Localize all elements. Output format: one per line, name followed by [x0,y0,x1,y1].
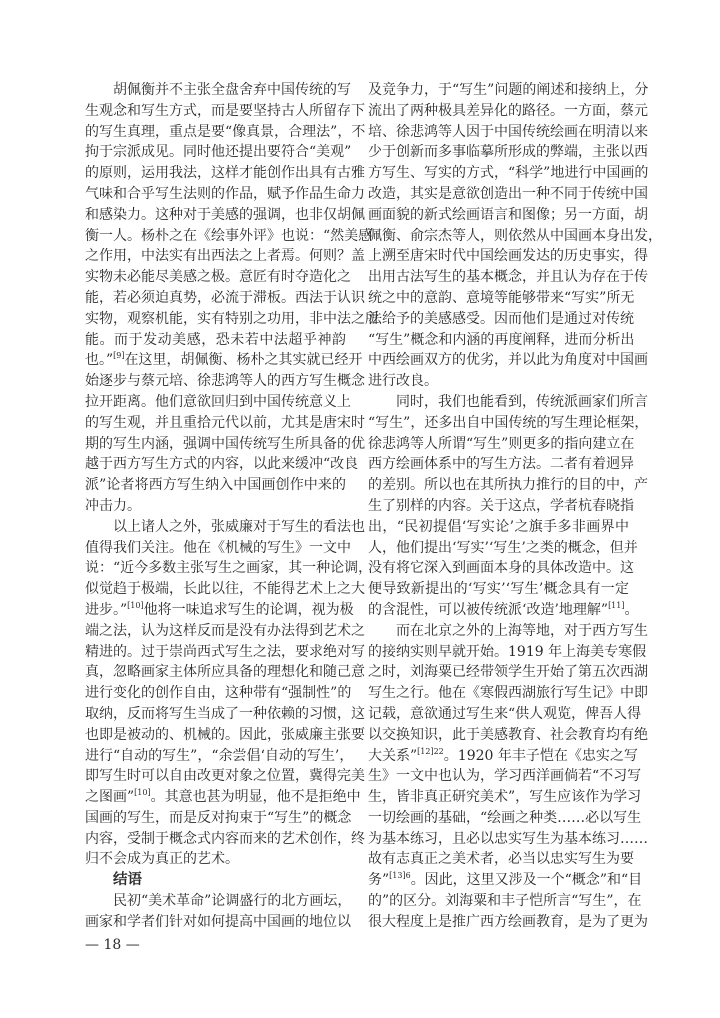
text-line: 进行“自动的写生”，“余尝倡‘自动的写生’， [85,747,354,764]
text-line: 之图画”[10]。其意也甚为明显，他不是拒绝中 [85,788,361,806]
text-line: 国画的写生，而是反对拘束于“写生”的概念 [85,809,352,826]
text-line: 也。”[9]在这里，胡佩衡、杨朴之其实就已经开 [85,351,363,369]
text-line: 端之法，认为这样反而是没有办法得到艺术之 [85,622,365,639]
citation-ref: [11] [608,600,625,610]
text-line: 冲击力。 [85,497,141,514]
text-line: 而在北京之外的上海等地，对于西方写生 [396,622,648,639]
page-number: — 18 — [85,937,140,953]
text-line: 改造，其实是意欲创造出一种不同于传统中国 [368,185,648,202]
text-line: 气味和合乎写生法则的作品，赋予作品生命力 [85,185,365,202]
citation-ref: [12]22 [417,746,444,756]
text-line: 法给予的美感感受。因而他们是通过对传统 [368,310,634,327]
text-line: 精进的。过于崇尚西式写生之法，要求绝对写 [85,643,365,660]
section-heading: 结语 [113,872,142,889]
text-line: 派”论者将西方写生纳入中国画创作中来的 [85,477,346,494]
text-line: 胡佩衡并不主张全盘舍弃中国传统的写 [113,82,351,98]
left-column [85,80,379,933]
text-line: 进行改良。 [368,373,438,390]
text-line: “写生”概念和内涵的再度阐释，进而分析出 [368,331,635,348]
citation-ref: [10] [127,600,144,610]
text-line: 即写生时可以自由改更对象之位置，冀得完美 [85,768,365,785]
citation-ref: [13]6 [389,871,411,881]
text-line: 西方绘画体系中的写生方法。二者有着迥异 [368,456,634,473]
text-line: 培、徐悲鸿等人因于中国传统绘画在明清以来 [368,123,648,140]
text-line: 的写生观，并且重拾元代以前，尤其是唐宋时 [85,414,365,431]
text-line: 和感染力。这种对于美感的强调，也非仅胡佩 [85,206,365,223]
text-line: 出用古法写生的基本概念，并且认为存在于传 [368,269,648,286]
text-line: 越于西方写生方式的内容，以此来缓冲“改良 [85,456,359,473]
text-line: 人，他们提出‘写实’‘写生’之类的概念，但并 [368,539,638,556]
text-line: 取纳，反而将写生当成了一种依赖的习惯，这 [85,705,365,722]
text-line: 似觉趋于极端，长此以往，不能得艺术上之大 [85,581,365,598]
text-line: 中西绘画双方的优劣，并以此为角度对中国画 [368,352,648,369]
text-line: 统之中的意韵、意境等能够带来“写实”所无 [368,289,635,306]
text-line: 实物未必能尽美感之极。意匠有时夺造化之 [85,269,351,286]
text-line: 故有志真正之美术者，必当以忠实写生为要 [368,851,634,868]
text-line: 没有将它深入到画面本身的具体改造中。这 [368,560,634,577]
text-line: 拘于宗派成见。同时他还提出要符合“美观” [85,144,352,161]
text-line: 写生之行。他在《寒假西湖旅行写生记》中即 [368,685,648,702]
text-line: 进行变化的创作自由，这种带有“强制性”的 [85,685,352,702]
text-line: 出，“民初提倡‘写实论’之旗手多非画界中 [368,518,629,535]
text-line: 也即是被动的、机械的。因此，张威廉主张要 [85,726,365,743]
text-line: 方写生、写实的方式，“科学”地进行中国画的 [368,165,649,182]
text-line: 画家和学者们针对如何提高中国画的地位以 [85,913,351,930]
text-line: 之作用，中法实有出西法之上者焉。何则？盖 [85,248,365,265]
text-line: 值得我们关注。他在《机械的写生》一文中 [85,539,351,556]
text-line: 记载，意欲通过写生来“供人观览，俾吾人得 [368,705,642,722]
right-column [368,80,662,933]
text-line: 以交换知识，此于美感教育、社会教育均有绝 [368,726,648,743]
text-line: 少于创新而多事临摹所形成的弊端，主张以西 [368,144,648,161]
text-line: 为基本练习，且必以忠实写生为基本练习…… [368,830,648,847]
text-line: 及竞争力，于“写生”问题的阐述和接纳上，分 [368,82,649,98]
text-line: 实物，观察机能，实有特别之功用，非中法之所 [85,310,379,327]
text-line: 生观念和写生方式，而是要坚持古人所留存下 [85,102,365,119]
text-line: 生了别样的内容。关于这点，学者杭春晓指 [368,497,634,514]
text-line: 大关系”$^{[12]22}$。1920 年丰子恺在《忠实之写 [368,746,638,764]
text-line: 同时，我们也能看到，传统派画家们所言 [396,393,648,410]
text-line: 画面貌的新式绘画语言和图像；另一方面，胡 [368,206,648,223]
text-line: 以上诸人之外，张威廉对于写生的看法也 [113,518,365,535]
text-line: 上溯至唐宋时代中国绘画发达的历史事实，得 [368,248,648,265]
text-line: 的含混性，可以被传统派‘改造’地理解”[11]。 [368,600,639,618]
text-line: 内容，受制于概念式内容而来的艺术创作，终 [85,830,365,847]
text-line: 归不会成为真正的艺术。 [85,851,239,868]
text-line: 便导致新提出的‘写实’‘写生’概念具有一定 [368,581,629,598]
text-line: 务”$^{[13]6}$。因此，这里又涉及一个“概念”和“目 [368,871,643,889]
citation-ref: [10] [134,788,151,798]
text-line: 很大程度上是推广西方绘画教育，是为了更为 [368,913,648,930]
text-line: 期的写生内涵，强调中国传统写生所具备的优 [85,435,365,452]
text-line: 衡一人。杨朴之在《绘事外评》也说：“然美感 [85,227,373,244]
text-line: 的接纳实则早就开始。1919 年上海美专寒假 [368,643,647,660]
text-line: 一切绘画的基础，“绘画之种类……必以写生 [368,809,642,826]
text-line: 生》一文中也认为，学习西洋画倘若“不习写 [368,768,642,785]
text-line: “写生”，还多出自中国传统的写生理论框架， [368,414,649,431]
text-line: 徐悲鸿等人所谓“写生”则更多的指向建立在 [368,435,635,452]
text-line: 之时，刘海粟已经带领学生开始了第五次西湖 [368,664,648,681]
text-line: 进步。”[10]他将一味追求写生的论调，视为极 [85,600,354,618]
text-line: 的差别。所以也在其所执力推行的目的中，产 [368,477,648,494]
text-line: 始逐步与蔡元培、徐悲鸿等人的西方写生概念 [85,373,365,390]
text-line: 的原则，运用我法，这样才能创作出具有古雅 [85,165,365,182]
text-line: 说：“近今多数主张写生之画家，其一种论调， [85,560,373,577]
text-line: 拉开距离。他们意欲回归到中国传统意义上 [85,393,351,410]
citation-ref: [9] [113,351,125,361]
text-line: 的写生真理，重点是要“像真景，合理法”，不 [85,123,366,140]
text-line: 能，若必须迫真势，必流于滞板。西法于认识 [85,289,365,306]
text-line: 生，皆非真正研究美术”，写生应该作为学习 [368,789,642,806]
text-line: 的”的区分。刘海粟和丰子恺所言“写生”，在 [368,893,642,910]
text-line: 真，忽略画家主体所应具备的理想化和随己意 [85,664,365,681]
text-line: 民初“美术革命”论调盛行的北方画坛， [113,893,352,910]
text-line: 佩衡、俞宗杰等人，则依然从中国画本身出发， [368,227,662,244]
text-line: 流出了两种极具差异化的路径。一方面，蔡元 [368,102,648,119]
text-line: 能。而于发动美感，恐未若中法超乎神韵 [85,331,346,348]
